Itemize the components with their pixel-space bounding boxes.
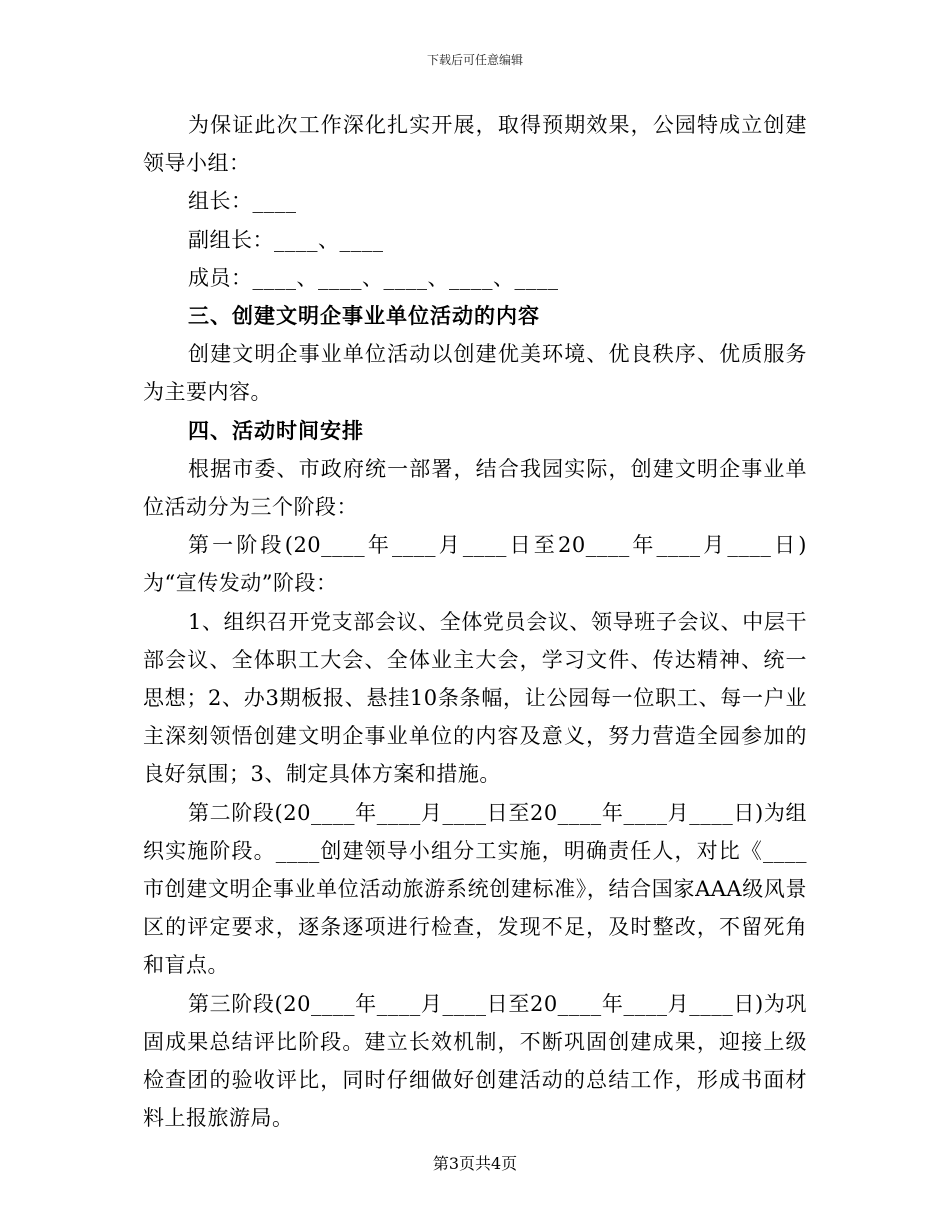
paragraph: 创建文明企事业单位活动以创建优美环境、优良秩序、优质服务为主要内容。: [143, 342, 807, 405]
paragraph: 第一阶段(20____年____月____日至20____年____月____日)为“宣传发动”阶段：: [143, 533, 807, 596]
members-line: 成员：____、____、____、____、____: [188, 265, 559, 290]
paragraph: 第三阶段(20____年____月____日至20____年____月____日)为巩固成果总结评比阶段。建立长效机制，不断巩固创建成果，迎接上级检查团的验收评比，同时仔细做好创建活动的总结工作，形成书面材料上报旅游局。: [143, 991, 807, 1131]
section-heading: 四、活动时间安排: [188, 417, 364, 443]
paragraph: 1、组织召开党支部会议、全体党员会议、领导班子会议、中层干部会议、全体职工大会、全体业主大会，学习文件、传达精神、统一思想；2、办3期板报、悬挂10条条幅，让公园每一位职工、每一户业主深刻领悟创建文明企事业单位的内容及意义，努力营造全园参加的良好氛围；3、制定具体方案和措施。: [143, 609, 807, 787]
section-heading: 三、创建文明企事业单位活动的内容: [188, 303, 540, 329]
team-leader-line: 组长：____: [188, 189, 297, 214]
paragraph: 第二阶段(20____年____月____日至20____年____月____日)为组织实施阶段。____创建领导小组分工实施，明确责任人，对比《____市创建文明企事业单位活动旅游系统创建标准》，结合国家AAA级风景区的评定要求，逐条逐项进行检查，发现不足，及时整改，不留死角和盲点。: [143, 800, 807, 978]
page-number: 第3页共4页: [432, 1154, 518, 1173]
document-body: [143, 106, 807, 1137]
deputy-leader-line: 副组长：____、____: [188, 227, 384, 252]
page-header: 下载后可任意编辑: [426, 53, 523, 67]
paragraph: 为保证此次工作深化扎实开展，取得预期效果，公园特成立创建领导小组：: [143, 113, 807, 176]
paragraph: 根据市委、市政府统一部署，结合我园实际，创建文明企事业单位活动分为三个阶段：: [143, 456, 807, 520]
